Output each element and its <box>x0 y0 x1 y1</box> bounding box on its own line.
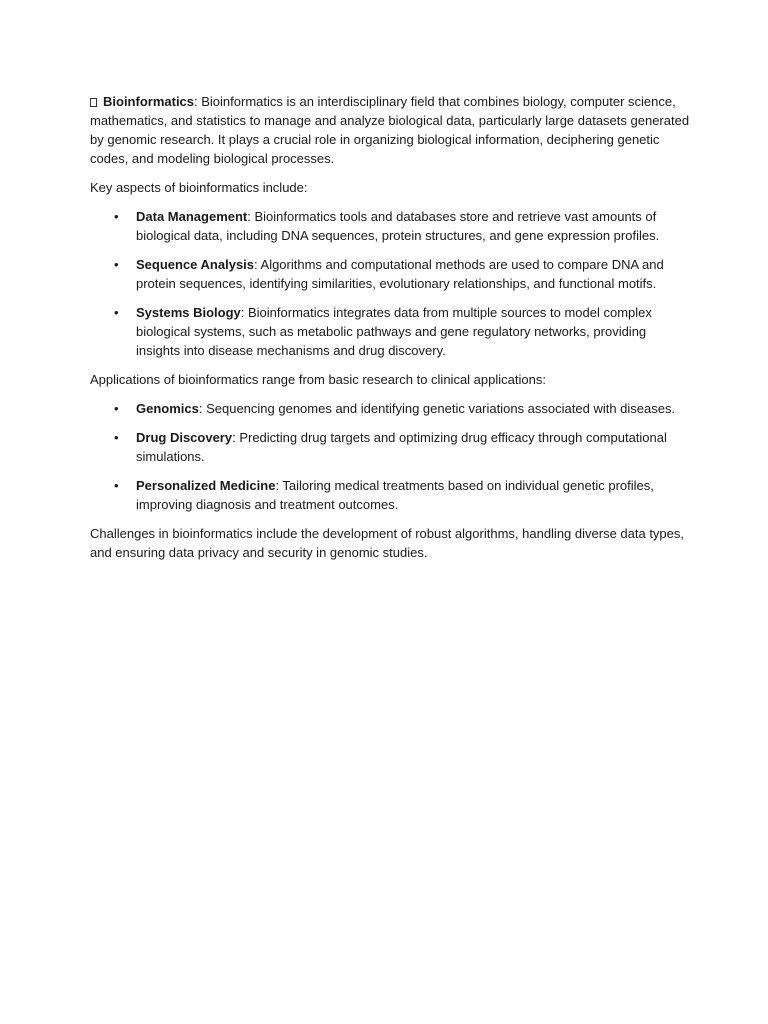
item-text: : Bioinformatics integrates data from multiple sources to model complex biological systems, such as metabolic pathways and gene regulatory networks, providing insights into disease mechanisms and drug discovery. <box>136 305 652 358</box>
key-aspects-list <box>90 207 690 360</box>
bullet-icon: • <box>114 305 119 320</box>
item-term: Data Management <box>136 209 248 224</box>
list-item <box>90 428 690 466</box>
item-term: Personalized Medicine <box>136 478 276 493</box>
bullet-icon: • <box>114 257 119 272</box>
item-text: : Algorithms and computational methods are used to compare DNA and protein sequences, identifying similarities, evolutionary relationships, and functional motifs. <box>136 257 664 291</box>
list-item <box>90 399 690 418</box>
list-item <box>90 476 690 514</box>
list-item <box>90 303 690 360</box>
bullet-icon: • <box>114 430 119 445</box>
bullet-icon: • <box>114 209 119 224</box>
item-text: : Sequencing genomes and identifying genetic variations associated with diseases. <box>198 401 676 416</box>
intro-text: : Bioinformatics is an interdisciplinary field that combines biology, computer science, mathematics, and statistics to manage and analyze biological data, particularly large datasets generated by genomic research. It plays a crucial role in organizing biological information, deciphering genetic codes, and modeling biological processes. <box>90 94 690 166</box>
item-text: : Tailoring medical treatments based on individual genetic profiles, improving diagnosis and treatment outcomes. <box>136 478 654 512</box>
item-text: : Bioinformatics tools and databases store and retrieve vast amounts of biological data, including DNA sequences, protein structures, and gene expression profiles. <box>136 209 660 243</box>
applications-list <box>90 399 690 514</box>
item-term: Genomics <box>136 401 199 416</box>
item-text: : Predicting drug targets and optimizing drug efficacy through computational simulations. <box>136 430 667 464</box>
item-term: Sequence Analysis <box>136 257 255 272</box>
item-term: Drug Discovery <box>136 430 233 445</box>
item-term: Systems Biology <box>136 305 241 320</box>
challenges-paragraph: Challenges in bioinformatics include the development of robust algorithms, handling diverse data types, and ensuring data privacy and security in genomic studies. <box>90 526 685 560</box>
list-item <box>90 207 690 245</box>
applications-heading: Applications of bioinformatics range from basic research to clinical applications: <box>90 372 546 387</box>
key-aspects-heading: Key aspects of bioinformatics include: <box>90 180 308 195</box>
intro-paragraph <box>90 92 690 168</box>
placeholder-glyph-icon <box>90 98 97 107</box>
bullet-icon: • <box>114 478 119 493</box>
bullet-icon: • <box>114 401 119 416</box>
document-page <box>90 92 690 572</box>
list-item <box>90 255 690 293</box>
intro-term: Bioinformatics <box>103 94 195 109</box>
